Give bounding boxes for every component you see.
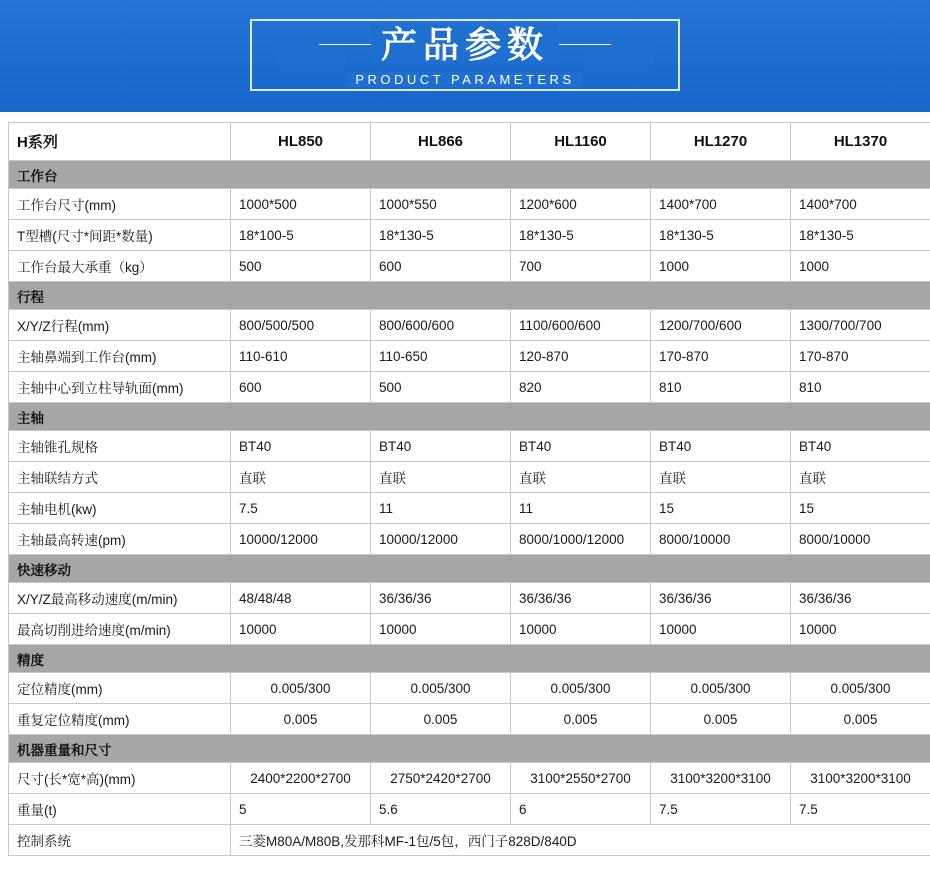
row-value: 500 [371, 372, 511, 403]
row-value: 1200/700/600 [651, 310, 791, 341]
table-row [9, 310, 930, 341]
row-value: 3100*3200*3100 [651, 763, 791, 794]
section-header-row [9, 161, 930, 189]
page-banner [0, 0, 930, 112]
row-value: 18*130-5 [371, 220, 511, 251]
section-header-row [9, 282, 930, 310]
row-value: 36/36/36 [651, 583, 791, 614]
row-value: 8000/10000 [791, 524, 930, 555]
row-value: 500 [231, 251, 371, 282]
control-system-row [9, 825, 930, 856]
row-value: BT40 [651, 431, 791, 462]
spec-table [8, 122, 930, 856]
row-value: 120-870 [511, 341, 651, 372]
row-value: 7.5 [231, 493, 371, 524]
row-value: 2750*2420*2700 [371, 763, 511, 794]
banner-inner [250, 25, 680, 88]
header-series-label: H系列 [9, 123, 231, 161]
row-label: X/Y/Z行程(mm) [9, 310, 231, 341]
row-value: 1400*700 [791, 189, 930, 220]
row-label: 主轴锥孔规格 [9, 431, 231, 462]
row-value: 6 [511, 794, 651, 825]
row-label: 控制系统 [9, 825, 231, 856]
row-value: 18*130-5 [791, 220, 930, 251]
row-value: 8000/1000/12000 [511, 524, 651, 555]
row-value: 直联 [231, 462, 371, 493]
table-row [9, 251, 930, 282]
header-model-HL866: HL866 [371, 123, 511, 161]
row-value: 5 [231, 794, 371, 825]
row-value: 1000*550 [371, 189, 511, 220]
row-label: 重复定位精度(mm) [9, 704, 231, 735]
row-value: 0.005 [651, 704, 791, 735]
section-title: 机器重量和尺寸 [9, 735, 930, 763]
row-value: 170-870 [791, 341, 930, 372]
row-value: 110-650 [371, 341, 511, 372]
row-label: 工作台最大承重（kg） [9, 251, 231, 282]
row-label: 尺寸(长*宽*高)(mm) [9, 763, 231, 794]
row-value: 18*100-5 [231, 220, 371, 251]
table-row [9, 794, 930, 825]
row-label: 主轴联结方式 [9, 462, 231, 493]
row-value: 3100*2550*2700 [511, 763, 651, 794]
table-row [9, 220, 930, 251]
row-value: 800/500/500 [231, 310, 371, 341]
row-value: 810 [791, 372, 930, 403]
row-value: 直联 [371, 462, 511, 493]
header-model-HL1370: HL1370 [791, 123, 930, 161]
row-value: 5.6 [371, 794, 511, 825]
row-value: 36/36/36 [791, 583, 930, 614]
table-row [9, 341, 930, 372]
row-label: 定位精度(mm) [9, 673, 231, 704]
row-value: 48/48/48 [231, 583, 371, 614]
row-value: 10000 [511, 614, 651, 645]
row-value: 8000/10000 [651, 524, 791, 555]
header-model-HL1270: HL1270 [651, 123, 791, 161]
row-value: 直联 [791, 462, 930, 493]
row-label: 最高切削进给速度(m/min) [9, 614, 231, 645]
section-title: 主轴 [9, 403, 930, 431]
row-value: 11 [511, 493, 651, 524]
row-value: 直联 [651, 462, 791, 493]
section-title: 工作台 [9, 161, 930, 189]
row-label: 主轴鼻端到工作台(mm) [9, 341, 231, 372]
section-header-row [9, 403, 930, 431]
row-value: 0.005/300 [371, 673, 511, 704]
row-value: 10000 [371, 614, 511, 645]
header-model-HL1160: HL1160 [511, 123, 651, 161]
row-value: 810 [651, 372, 791, 403]
row-value: 3100*3200*3100 [791, 763, 930, 794]
row-label: 重量(t) [9, 794, 231, 825]
section-title: 快速移动 [9, 555, 930, 583]
page-title: 产品参数 [371, 25, 559, 65]
row-value: 600 [371, 251, 511, 282]
section-header-row [9, 555, 930, 583]
row-value: 1000 [651, 251, 791, 282]
row-value: 36/36/36 [511, 583, 651, 614]
section-header-row [9, 735, 930, 763]
row-value: 170-870 [651, 341, 791, 372]
row-value: 10000 [231, 614, 371, 645]
row-value: BT40 [791, 431, 930, 462]
row-value: 7.5 [791, 794, 930, 825]
table-row [9, 673, 930, 704]
row-value: 10000/12000 [371, 524, 511, 555]
row-value: 三菱M80A/M80B,发那科MF-1包/5包，西门子828D/840D [231, 825, 930, 856]
banner-title-row [250, 25, 680, 65]
row-value: 0.005 [791, 704, 930, 735]
row-value: 0.005/300 [231, 673, 371, 704]
page-subtitle: PRODUCT PARAMETERS [347, 72, 582, 87]
row-label: T型槽(尺寸*间距*数量) [9, 220, 231, 251]
row-value: 800/600/600 [371, 310, 511, 341]
row-value: 15 [651, 493, 791, 524]
row-value: 18*130-5 [511, 220, 651, 251]
row-value: 700 [511, 251, 651, 282]
table-row [9, 614, 930, 645]
row-label: 主轴最高转速(pm) [9, 524, 231, 555]
table-row [9, 431, 930, 462]
row-value: 600 [231, 372, 371, 403]
table-row [9, 763, 930, 794]
header-model-HL850: HL850 [231, 123, 371, 161]
row-value: 0.005/300 [651, 673, 791, 704]
table-row [9, 462, 930, 493]
row-label: 工作台尺寸(mm) [9, 189, 231, 220]
row-value: 36/36/36 [371, 583, 511, 614]
row-value: 1000*500 [231, 189, 371, 220]
row-value: 110-610 [231, 341, 371, 372]
row-value: 15 [791, 493, 930, 524]
row-value: 11 [371, 493, 511, 524]
table-row [9, 372, 930, 403]
table-row [9, 583, 930, 614]
section-title: 行程 [9, 282, 930, 310]
table-row [9, 493, 930, 524]
table-row [9, 189, 930, 220]
row-value: 1300/700/700 [791, 310, 930, 341]
row-value: 1100/600/600 [511, 310, 651, 341]
row-value: 2400*2200*2700 [231, 763, 371, 794]
row-label: X/Y/Z最高移动速度(m/min) [9, 583, 231, 614]
row-value: 1200*600 [511, 189, 651, 220]
row-value: 1400*700 [651, 189, 791, 220]
table-header-row [9, 123, 930, 161]
table-row [9, 704, 930, 735]
row-label: 主轴中心到立柱导轨面(mm) [9, 372, 231, 403]
row-value: BT40 [511, 431, 651, 462]
row-value: 820 [511, 372, 651, 403]
row-value: 7.5 [651, 794, 791, 825]
table-row [9, 524, 930, 555]
spec-table-wrap [0, 112, 930, 856]
row-value: 10000 [791, 614, 930, 645]
row-value: 直联 [511, 462, 651, 493]
row-value: 10000/12000 [231, 524, 371, 555]
row-label: 主轴电机(kw) [9, 493, 231, 524]
row-value: 0.005 [371, 704, 511, 735]
row-value: 0.005/300 [791, 673, 930, 704]
row-value: BT40 [371, 431, 511, 462]
row-value: 0.005/300 [511, 673, 651, 704]
section-title: 精度 [9, 645, 930, 673]
row-value: 18*130-5 [651, 220, 791, 251]
row-value: 0.005 [231, 704, 371, 735]
row-value: BT40 [231, 431, 371, 462]
row-value: 10000 [651, 614, 791, 645]
row-value: 0.005 [511, 704, 651, 735]
row-value: 1000 [791, 251, 930, 282]
section-header-row [9, 645, 930, 673]
